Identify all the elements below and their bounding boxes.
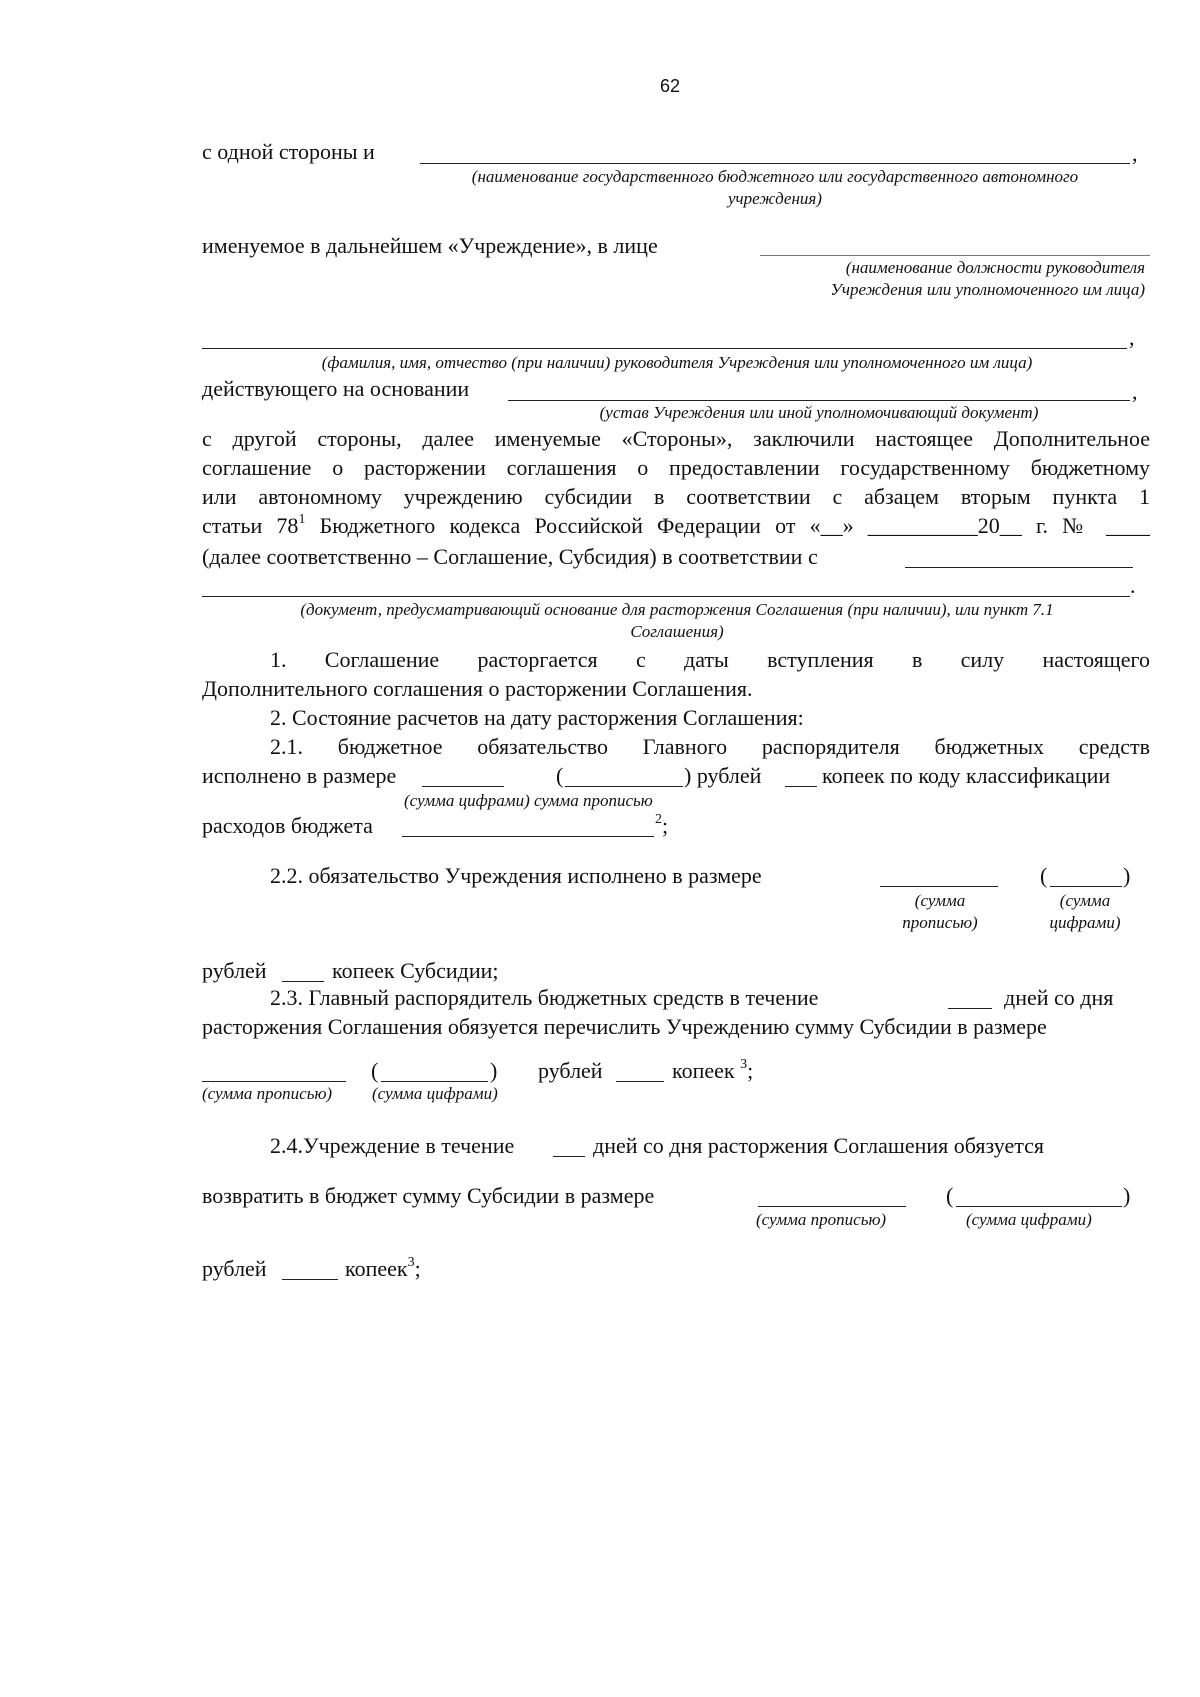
full-name-caption: (фамилия, имя, отчество (при наличии) руководителя Учреждения или уполномоченного им лица) <box>321 353 1033 372</box>
amount-words-caption: (сумма прописью) <box>902 891 978 932</box>
amount-words-blank <box>758 1206 906 1207</box>
amount-words-caption: (сумма прописью) <box>202 1084 333 1103</box>
amount-caption: (сумма цифрами) сумма прописью <box>404 791 653 810</box>
item-2-heading: 2. Состояние расчетов на дату расторжения Соглашения: <box>270 705 804 730</box>
item-1-line: Дополнительного соглашения о расторжении Соглашения. <box>202 676 753 701</box>
named-as-label: именуемое в дальнейшем «Учреждение», в лице <box>202 233 658 258</box>
basis-document-caption: (устав Учреждения или иной уполномочивающий документ) <box>599 403 1039 422</box>
termination-basis-line <box>905 567 1133 568</box>
amount-digits-blank <box>1050 886 1122 887</box>
institution-name-caption: (наименование государственного бюджетного или государственного автономного учреждения) <box>471 167 1079 208</box>
amount-digits-blank <box>422 786 504 787</box>
document-page: 62 с одной стороны и , (наименование государственного бюджетного или государственного автономного учреждения) именуемое в дальнейшем «Учреждение», в лице (наименование должности руководителя Учреждения или уполномоченного им лица) , (фамилия, имя, отчество (при наличии) руководителя Учреждения или уполномоченного им лица) действующего на основании , (устав Учреждения или иной уполномочивающий документ) с другой стороны, далее именуемые «Стороны», заключили настоящее Дополнительное соглашение о расторжении соглашения о предоставлении государственному бюджетному или автономному учреждению субсидии в соответствии с абзацем вторым пункта 1 статьи $78^1$ Бюджетного кодекса Российской Федерации от «__» __________20__ г. № ____ (далее соответственно – Соглашение, Субсидия) в соответствии с . (документ, предусматривающий основание для расторжения Соглашения (при наличии), или пункт 7.1 Соглашения) 1. Соглашение расторгается с даты вступления в силу настоящего Дополнительного соглашения о расторжении Соглашения. 2. Состояние расчетов на дату расторжения Соглашения: 2.1. бюджетное обязательство Главного распорядителя бюджетных средств исполнено в размере ( ) рублей копеек по коду классификации (сумма цифрами) сумма прописью расходов бюджета $^2$; 2.2. обязательство Учреждения исполнено в размере ( ) (сумма прописью) (сумма цифрами) рублей копеек Субсидии; 2.3. Главный распорядитель бюджетных средств в течение дней со дня расторжения Соглашения обязуется перечислить Учреждению сумму Субсидии в размере ( ) рублей копеек $^3$; (сумма прописью) (сумма цифрами) 2.4.Учреждение в течение дней со дня расторжения Соглашения обязуется возвратить в бюджет сумму Субсидии в размере ( ) (сумма прописью) (сумма цифрами) рублей копеек$^3$; <box>202 76 1150 1281</box>
paragraph-line: статьи $78^1$ Бюджетного кодекса Российской Федерации от «__» __________20__ г. № ____ <box>202 511 1150 538</box>
budget-code-blank <box>402 836 654 837</box>
amount-words-blank <box>880 886 998 887</box>
item-2-1-line: исполнено в размере <box>202 763 397 788</box>
dot: . <box>1130 573 1136 598</box>
institution-name-line <box>420 163 1130 164</box>
basis-document-line <box>508 400 1130 401</box>
days-blank <box>948 1008 992 1009</box>
termination-document-caption: (документ, предусматривающий основание для расторжения Соглашения (при наличии), или пункт 7.1 Соглашения) <box>300 600 1054 641</box>
comma: , <box>1132 141 1138 166</box>
amount-digits-caption: (сумма цифрами) <box>966 1210 1092 1229</box>
page-number: 62 <box>660 76 681 96</box>
paragraph-line: с другой стороны, далее именуемые «Стороны», заключили настоящее Дополнительное <box>202 426 1150 451</box>
kopecks-blank <box>785 786 817 787</box>
comma: , <box>1132 379 1138 404</box>
item-2-2-line: 2.2. обязательство Учреждения исполнено в размере <box>270 863 762 888</box>
full-name-line <box>202 348 1127 349</box>
days-blank <box>553 1156 585 1157</box>
amount-digits-caption: (сумма цифрами) <box>372 1084 498 1103</box>
kopecks-blank <box>282 981 324 982</box>
termination-document-line <box>202 596 1130 597</box>
amount-words-caption: (сумма прописью) <box>756 1210 887 1229</box>
acting-basis-label: действующего на основании <box>202 376 470 401</box>
amount-digits-caption: (сумма цифрами) <box>1049 891 1121 932</box>
amount-words-blank <box>202 1081 346 1082</box>
position-caption: (наименование должности руководителя Учреждения или уполномоченного им лица) <box>830 258 1145 299</box>
item-2-4-line: 2.4.Учреждение в течение <box>270 1133 515 1158</box>
item-2-3-line: 2.3. Главный распорядитель бюджетных средств в течение <box>270 985 819 1010</box>
paragraph-line: соглашение о расторжении соглашения о предоставлении государственному бюджетному <box>202 455 1150 480</box>
party-one-label: с одной стороны и <box>202 139 375 164</box>
paragraph-line: или автономному учреждению субсидии в соответствии с абзацем вторым пункта 1 <box>202 484 1150 509</box>
item-2-1-line: 2.1. бюджетное обязательство Главного распорядителя бюджетных средств <box>270 734 1150 759</box>
kopecks-blank <box>282 1279 338 1280</box>
item-1-line: 1. Соглашение расторгается с даты вступления в силу настоящего <box>270 647 1150 672</box>
comma: , <box>1129 325 1135 350</box>
position-line <box>760 255 1150 256</box>
kopecks-blank <box>616 1081 664 1082</box>
amount-digits-blank <box>381 1081 488 1082</box>
amount-words-blank <box>565 786 683 787</box>
amount-digits-blank <box>956 1206 1122 1207</box>
paragraph-line: (далее соответственно – Соглашение, Субсидия) в соответствии с <box>202 544 818 569</box>
